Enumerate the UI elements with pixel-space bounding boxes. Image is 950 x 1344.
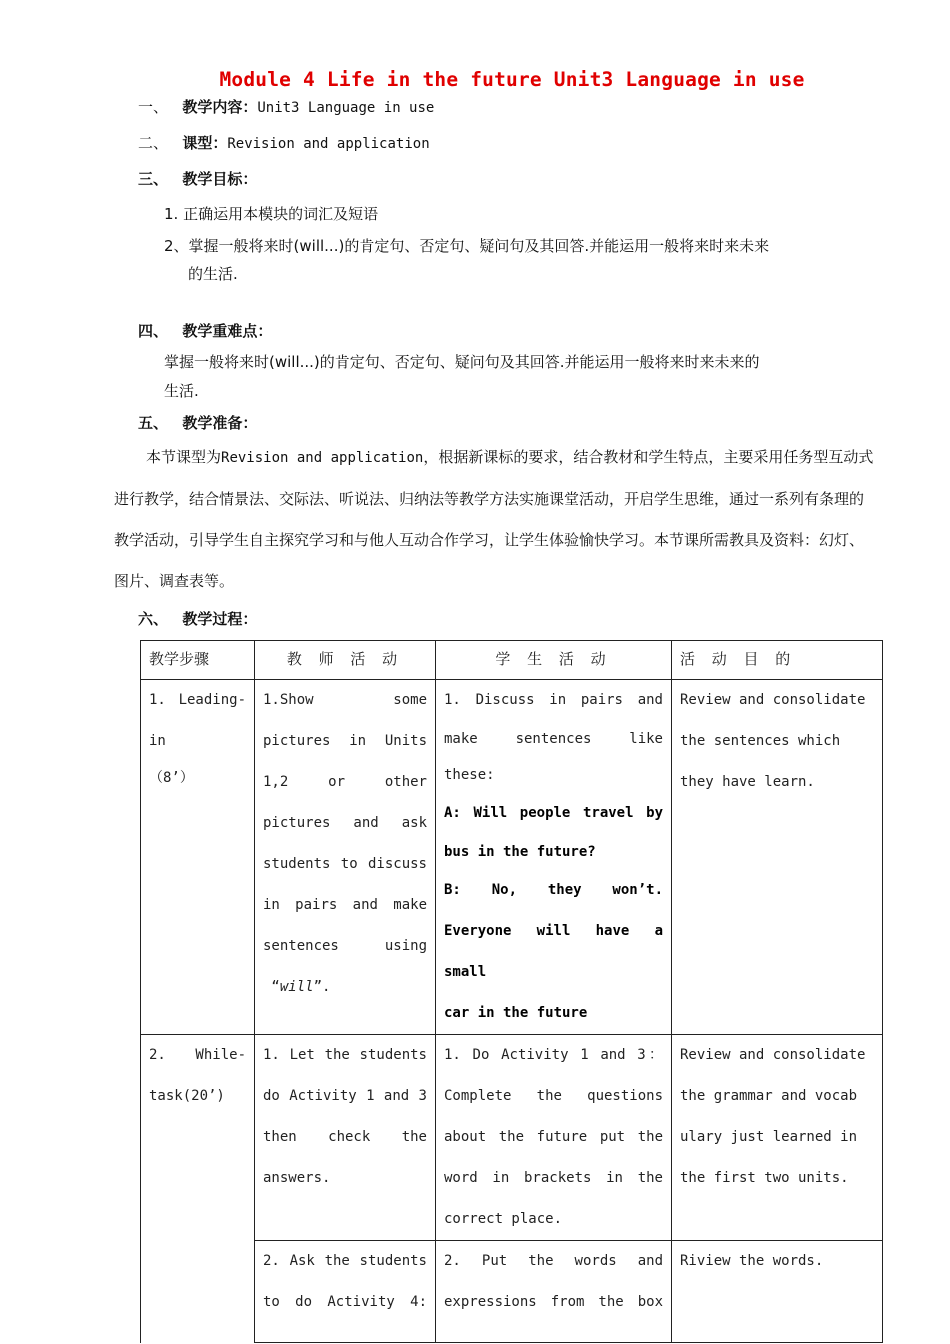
section-value: Unit3 Language in use (257, 100, 435, 116)
section-number: 四、 (138, 322, 169, 340)
cell-line: Everyone will have a small (444, 923, 663, 980)
student-cell (436, 1035, 672, 1241)
section-type (138, 132, 430, 153)
cell-line: A: Will people travel by (444, 805, 663, 821)
cell-line: bus in the future? (444, 844, 596, 860)
table-row (141, 680, 883, 1035)
step-cell (141, 1035, 255, 1343)
section-number: 一、 (138, 98, 169, 116)
section-key-points (138, 320, 272, 341)
cell-line: Review and consolidate (680, 692, 866, 708)
key-points-line2: 生活. (164, 382, 199, 400)
cell-line: pictures and ask (263, 815, 427, 831)
section-number: 二、 (138, 134, 169, 152)
cell-line: the first two units. (680, 1170, 849, 1186)
cell-line: students to discuss (263, 856, 427, 872)
cell-line: the sentences which (680, 733, 841, 749)
cell-line: 2. Ask the students (263, 1253, 427, 1269)
cell-line: make sentences like these: (444, 731, 663, 783)
goal-2-line2: 的生活. (188, 265, 238, 283)
student-cell (436, 1241, 672, 1343)
cell-line: （8’） (149, 770, 194, 786)
table-header-row (141, 641, 883, 680)
cell-line: pictures in Units (263, 733, 427, 749)
cell-line: 1. Let the students (263, 1047, 427, 1063)
key-points-line1: 掌握一般将来时(will...)的肯定句、否定句、疑问句及其回答.并能运用一般将来时来未来的 (164, 353, 760, 371)
cell-line: they have learn. (680, 774, 815, 790)
teaching-process-table (140, 640, 883, 1343)
cell-line: 1,2 or other (263, 774, 427, 790)
section-label: 教学目标： (182, 170, 258, 188)
document-title: Module 4 Life in the future Unit3 Language in use (219, 68, 805, 91)
section-label: 课型： (182, 134, 228, 152)
cell-line: correct place. (444, 1211, 563, 1227)
cell-line: 1. Leading- (149, 692, 246, 708)
cell-line: Riview the words. (680, 1253, 824, 1269)
purpose-cell (672, 680, 883, 1035)
section-value: Revision and application (227, 136, 430, 152)
purpose-cell (672, 1035, 883, 1241)
cell-line: car in the future (444, 1005, 588, 1021)
cell-line: 1. Do Activity 1 and 3： (444, 1047, 663, 1063)
cell-line: sentences using (263, 938, 427, 954)
step-cell (141, 680, 255, 1035)
cell-line: expressions from the box (444, 1294, 663, 1310)
table-row (141, 1035, 883, 1241)
cell-line: “will”. (263, 979, 331, 995)
cell-line: to do Activity 4: (263, 1294, 427, 1310)
section-label: 教学内容： (182, 98, 258, 116)
section-preparation (138, 412, 257, 433)
cell-line: 2. While- (149, 1047, 246, 1063)
section-goals (138, 168, 257, 189)
section-number: 六、 (138, 610, 169, 628)
paragraph-text: ，根据新课标的要求，结合教材和学生特点，主要采用任务型互动式进行教学，结合情景法、交际法、听说法、归纳法等教学方法实施课堂活动，开启学生思维，通过一系列有条理的教学活动，引导学生自主探究学习和与他人互动合作学习，让学生体验愉快学习。本节课所需教具及资料：幻灯、图片、调查表等。 (114, 448, 874, 590)
section-content (138, 96, 434, 117)
teacher-cell (255, 1035, 436, 1241)
paragraph-english: Revision and application (221, 450, 424, 466)
header-student: 学 生 活 动 (436, 641, 672, 680)
cell-line: do Activity 1 and 3 (263, 1088, 427, 1104)
section-label: 教学过程： (182, 610, 258, 628)
cell-line: B: No, they won’t. (444, 882, 663, 898)
header-purpose: 活 动 目 的 (672, 641, 883, 680)
cell-line: Complete the questions (444, 1088, 663, 1104)
cell-line: 1.Show some (263, 692, 427, 708)
cell-line: then check the (263, 1129, 427, 1145)
cell-line: ulary just learned in (680, 1129, 858, 1145)
student-cell (436, 680, 672, 1035)
cell-line: Review and consolidate (680, 1047, 866, 1063)
cell-line: answers. (263, 1170, 331, 1186)
cell-line: in (149, 733, 166, 749)
cell-line: 1. Discuss in pairs and (444, 692, 663, 708)
goal-2-line1: 2、掌握一般将来时(will...)的肯定句、否定句、疑问句及其回答.并能运用一般将来时来未来 (164, 237, 770, 255)
goal-1: 1. 正确运用本模块的词汇及短语 (164, 205, 379, 223)
italic-word: will (279, 979, 314, 995)
teacher-cell (255, 680, 436, 1035)
section-number: 五、 (138, 414, 169, 432)
purpose-cell (672, 1241, 883, 1343)
cell-line: word in brackets in the (444, 1170, 663, 1186)
cell-line: the grammar and vocab (680, 1088, 858, 1104)
cell-line: 2. Put the words and (444, 1253, 663, 1269)
section-number: 三、 (138, 170, 169, 188)
paragraph-text: 本节课型为 (146, 448, 222, 466)
section-label: 教学准备： (182, 414, 258, 432)
cell-line: in pairs and make (263, 897, 427, 913)
cell-line: about the future put the (444, 1129, 663, 1145)
teacher-cell (255, 1241, 436, 1343)
preparation-paragraph (114, 437, 874, 602)
cell-line: task(20’) (149, 1088, 225, 1104)
section-label: 教学重难点： (182, 322, 273, 340)
header-teacher: 教 师 活 动 (255, 641, 436, 680)
header-step: 教学步骤 (141, 641, 255, 680)
section-process (138, 608, 257, 629)
